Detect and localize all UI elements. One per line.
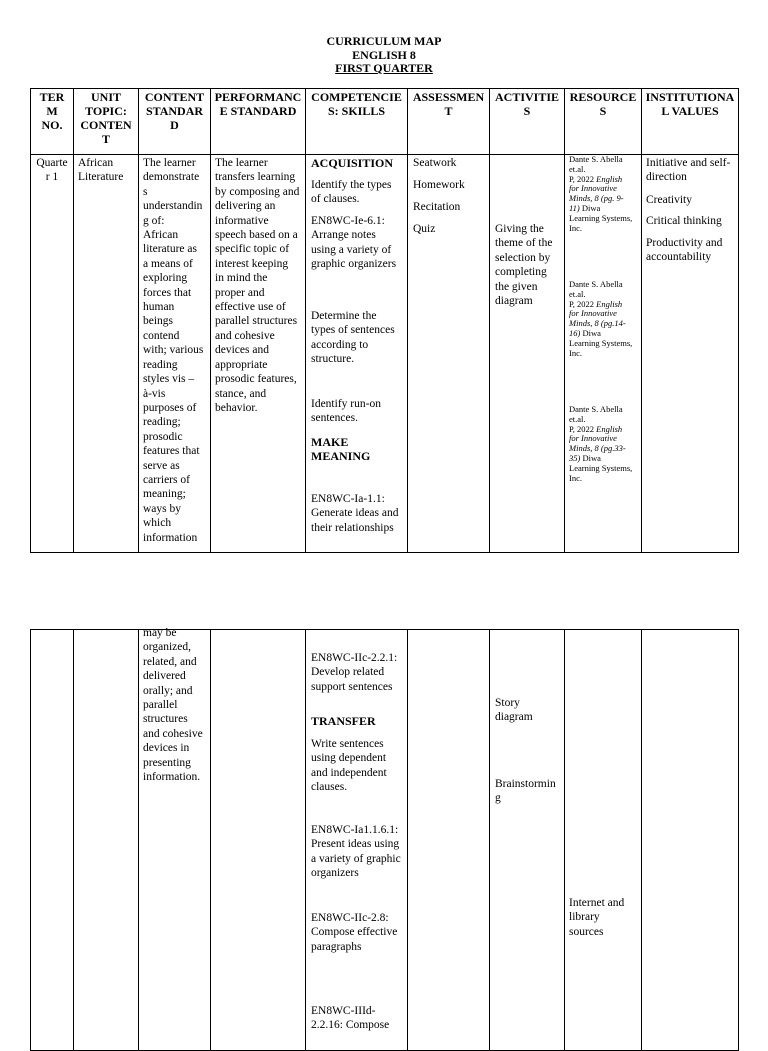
unit-topic-cell: [74, 630, 139, 1051]
col-header-assessment: ASSESSMEN T: [408, 89, 490, 155]
resource-citation: Dante S. Abella et.al. P, 2022 English for Innovative Minds, 8 (pg.33- 35) Diwa Learning Systems, Inc.: [569, 404, 633, 483]
value-item: Initiative and self- direction: [646, 157, 731, 184]
assessment-item: Homework: [413, 179, 465, 191]
col-header-content-standard: CONTENT STANDAR D: [139, 89, 211, 155]
performance-standard-cell: The learner transfers learning by composing and delivering an informative speech based on a specific topic of interest keeping in mind the proper and effective use of parallel structures and cohesive devices and appropriate prosodic features, stance, and behavior.: [211, 155, 306, 553]
col-header-performance-standard: PERFORMANC E STANDARD: [211, 89, 306, 155]
col-header-competencies: COMPETENCIE S: SKILLS: [306, 89, 408, 155]
assessment-item: Recitation: [413, 201, 461, 213]
col-header-institutional-values: INSTITUTIONA L VALUES: [642, 89, 739, 155]
competency-item: Write sentences using dependent and independent clauses.: [311, 738, 387, 794]
institutional-values-cell: [642, 630, 739, 1051]
assessment-cell: [408, 630, 490, 1051]
table-row: [31, 155, 739, 553]
competency-item: EN8WC-Ia1.1.6.1: Present ideas using a variety of graphic organizers: [311, 824, 401, 880]
curriculum-table-page-1: [30, 88, 739, 553]
header-row: [31, 89, 739, 155]
activity-item: Brainstormin g: [495, 778, 556, 805]
make-meaning-heading: MAKE MEANING: [311, 435, 371, 464]
document-title: CURRICULUM MAP: [326, 34, 442, 48]
document-subject: ENGLISH 8: [352, 47, 416, 62]
resources-cell: [565, 630, 642, 1051]
document-quarter: FIRST QUARTER: [335, 61, 433, 75]
col-header-unit-topic: UNIT TOPIC: CONTEN T: [74, 89, 139, 155]
content-standard-cell: may be organized, related, and delivered orally; and parallel structures and cohesive devices in presenting information.: [139, 630, 211, 1051]
competencies-cell: [306, 155, 408, 553]
activities-cell: [490, 155, 565, 553]
table-row: [31, 630, 739, 1051]
activity-item: Story diagram: [495, 697, 533, 724]
competency-item: EN8WC-IIc-2.8: Compose effective paragraphs: [311, 912, 398, 953]
resource-citation: Dante S. Abella et.al. P, 2022 English for Innovative Minds, 8 (pg.14- 16) Diwa Learning Systems, Inc.: [569, 279, 633, 358]
term-cell: [31, 630, 74, 1051]
resources-cell: [565, 155, 642, 553]
transfer-heading: TRANSFER: [311, 714, 376, 728]
col-header-term: TER M NO.: [31, 89, 74, 155]
performance-standard-cell: [211, 630, 306, 1051]
assessment-item: Seatwork: [413, 157, 457, 169]
competency-item: EN8WC-IIId- 2.2.16: Compose: [311, 1005, 390, 1032]
competency-item: Determine the types of sentences according to structure.: [311, 310, 395, 366]
value-item: Creativity: [646, 194, 692, 206]
acquisition-heading: ACQUISITION: [311, 156, 394, 170]
competency-item: EN8WC-IIc-2.2.1: Develop related support sentences: [311, 652, 398, 693]
resource-citation: Dante S. Abella et.al. P, 2022 English for Innovative Minds, 8 (pg. 9- 11) Diwa Learning Systems, Inc.: [569, 154, 633, 233]
assessment-cell: [408, 155, 490, 553]
value-item: Critical thinking: [646, 215, 722, 227]
document-title-block: [0, 35, 768, 76]
col-header-resources: RESOURCE S: [565, 89, 642, 155]
value-item: Productivity and accountability: [646, 237, 723, 264]
competency-item: Identify the types of clauses.: [311, 179, 392, 206]
resource-item: Internet and library sources: [569, 897, 625, 938]
institutional-values-cell: [642, 155, 739, 553]
curriculum-table-page-2: [30, 629, 739, 1051]
activity-item: Giving the theme of the selection by completing the given diagram: [495, 223, 553, 308]
assessment-item: Quiz: [413, 223, 436, 235]
unit-topic-cell: African Literature: [74, 155, 139, 553]
competency-item: EN8WC-Ia-1.1: Generate ideas and their relationships: [311, 493, 399, 534]
activities-cell: [490, 630, 565, 1051]
competency-item: EN8WC-Ie-6.1: Arrange notes using a variety of graphic organizers: [311, 215, 397, 271]
competencies-cell: [306, 630, 408, 1051]
term-cell: Quarte r 1: [31, 155, 74, 553]
col-header-activities: ACTIVITIE S: [490, 89, 565, 155]
competency-item: Identify run-on sentences.: [311, 398, 381, 425]
content-standard-cell: The learner demonstrate s understandin g of: African literature as a means of exploring forces that human beings contend with; various reading styles vis – à-vis purposes of reading; prosodic features that serve as carriers of meaning; ways by which information: [139, 155, 211, 553]
